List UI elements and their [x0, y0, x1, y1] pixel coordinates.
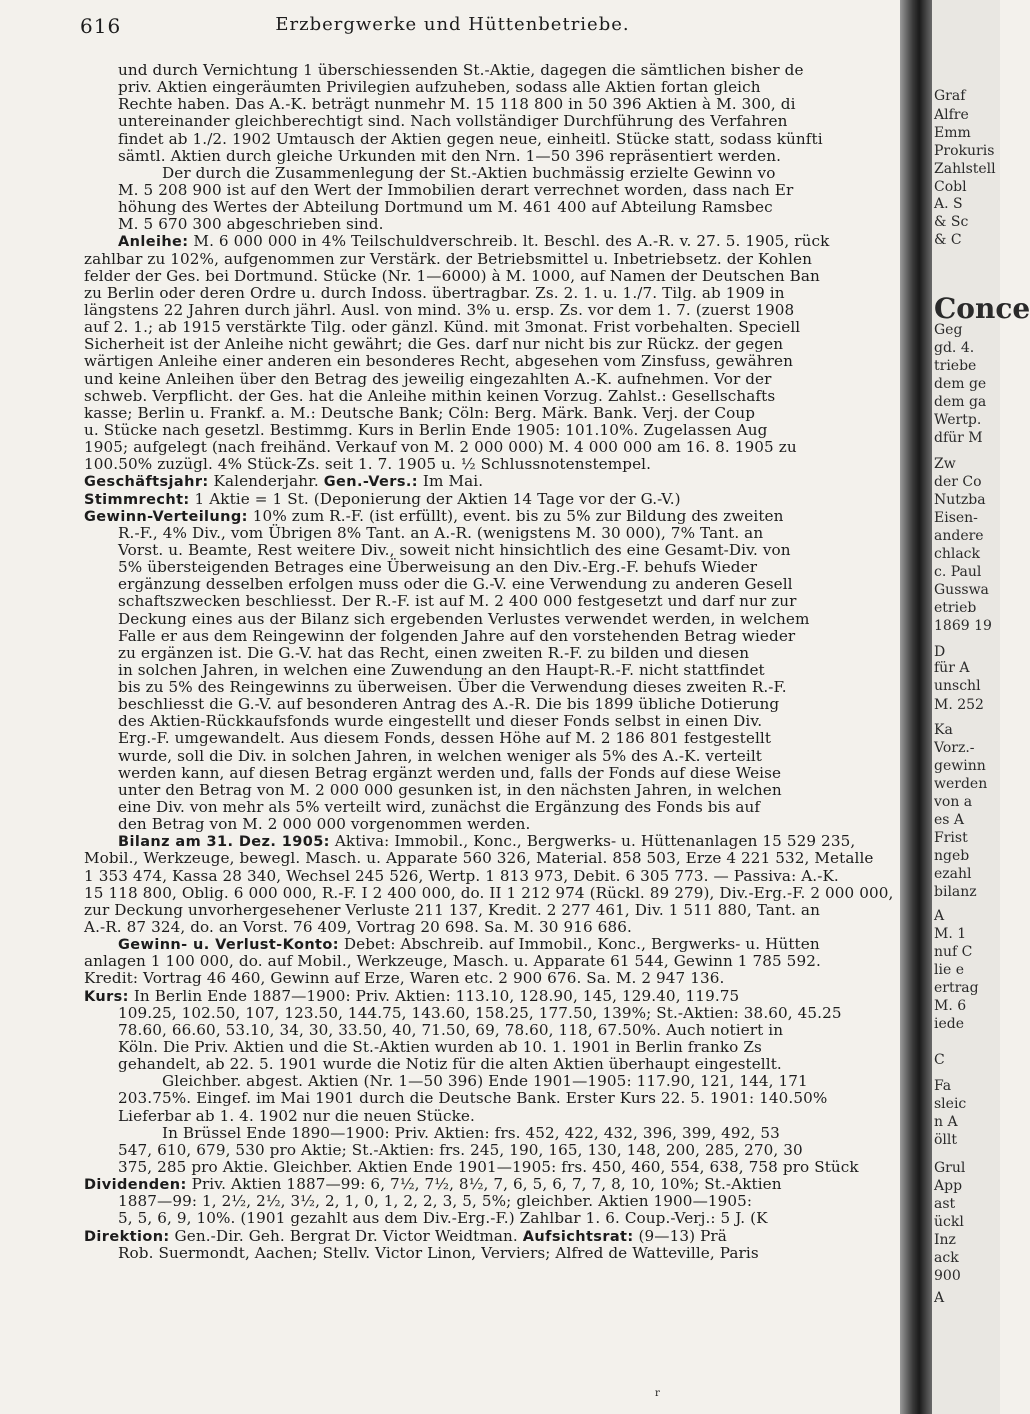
adjacent-text-fragment: Grul	[934, 1160, 966, 1176]
text-line	[84, 96, 964, 113]
line-text: Deckung eines aus der Bilanz sich ergebenden Verlustes verwendet werden, in welchem	[118, 609, 810, 628]
adjacent-text-fragment: Inz	[934, 1232, 956, 1248]
line-text: 10% zum R.-F. (ist erfüllt), event. bis zu 5% zur Bildung des zweiten	[247, 506, 784, 525]
adjacent-text-fragment: nuf C	[934, 944, 973, 960]
line-text: 78.60, 66.60, 53.10, 34, 30, 33.50, 40, 71.50, 69, 78.60, 118, 67.50%. Auch notiert in	[118, 1020, 784, 1039]
line-text: beschliesst die G.-V. auf besonderen Antrag des A.-R. Die bis 1899 übliche Dotierung	[118, 695, 780, 714]
line-text: ergänzung desselben erfolgen muss oder die G.-V. eine Verwendung zu anderen Gesell	[118, 575, 793, 594]
line-text: felder der Ges. bei Dortmund. Stücke (Nr. 1—6000) à M. 1000, auf Namen der Deutschen Ban	[84, 266, 820, 285]
line-text: längstens 22 Jahren durch jährl. Ausl. von mind. 3% u. ersp. Zs. vor dem 1. 7. (zuerst 1908	[84, 300, 795, 319]
line-text: Aktiva: Immobil., Konc., Bergwerks- u. Hüttenanlagen 15 529 235,	[329, 832, 856, 851]
adjacent-text-fragment: lie e	[934, 962, 964, 978]
text-line	[84, 696, 964, 713]
adjacent-text-fragment: A. S	[934, 196, 963, 212]
text-line	[84, 1125, 964, 1142]
adjacent-page-fragment	[932, 0, 1030, 1414]
line-text: findet ab 1./2. 1902 Umtausch der Aktien gegen neue, einheitl. Stücke statt, sodass künfti	[118, 129, 823, 148]
adjacent-text-fragment: andere	[934, 528, 984, 544]
adjacent-text-fragment: Vorz.-	[934, 740, 975, 756]
text-line	[84, 559, 964, 576]
text-line	[84, 953, 964, 970]
line-text: untereinander gleichberechtigt sind. Nach vollständiger Durchführung des Verfahren	[118, 112, 788, 131]
line-text: Köln. Die Priv. Aktien und die St.-Aktien wurden ab 10. 1. 1901 in Berlin franko Zs	[118, 1038, 762, 1057]
line-text: 100.50% zuzügl. 4% Stück-Zs. seit 1. 7. 1905 u. ½ Schlussnotenstempel.	[84, 455, 652, 474]
line-text: auf 2. 1.; ab 1915 verstärkte Tilg. oder gänzl. Künd. mit 3monat. Frist vorbehalten. Speciell	[84, 318, 801, 337]
line-text: Priv. Aktien 1887—99: 6, 7½, 7½, 8½, 7, 6, 5, 6, 7, 7, 8, 10, 10%; St.-Aktien	[186, 1175, 782, 1194]
adjacent-text-fragment: c. Paul	[934, 564, 982, 580]
text-line	[84, 319, 964, 336]
adjacent-text-fragment: dfür M	[934, 430, 983, 446]
text-line	[84, 302, 964, 319]
text-line	[84, 371, 964, 388]
line-text: Gen.-Dir. Geh. Bergrat Dr. Victor Weidtman.	[169, 1226, 523, 1245]
adjacent-text-fragment: Fa	[934, 1078, 952, 1094]
text-line	[84, 1159, 964, 1176]
text-line	[84, 525, 964, 542]
text-line	[84, 850, 964, 867]
adjacent-text-fragment: ack	[934, 1250, 959, 1266]
adjacent-text-fragment: n A	[934, 1114, 958, 1130]
text-line	[84, 1108, 964, 1125]
line-text: R.-F., 4% Div., vom Übrigen 8% Tant. an A.-R. (wenigstens M. 30 000), 7% Tant. an	[118, 523, 764, 542]
text-line	[84, 336, 964, 353]
adjacent-text-fragment: sleic	[934, 1096, 967, 1112]
section-heading: Stimmrecht:	[84, 491, 190, 508]
text-line	[84, 730, 964, 747]
adjacent-text-fragment: gewinn	[934, 758, 986, 774]
adjacent-text-fragment: Zw	[934, 456, 956, 472]
page-number: 616	[80, 14, 122, 38]
text-line	[84, 1245, 964, 1262]
adjacent-text-fragment: A	[934, 908, 945, 924]
section-heading: Gewinn-Verteilung:	[84, 508, 248, 525]
text-line	[84, 645, 964, 662]
text-line	[84, 611, 964, 628]
line-text: Mobil., Werkzeuge, bewegl. Masch. u. Apparate 560 326, Material. 858 503, Erze 4 221 532, Metalle	[84, 849, 874, 868]
text-line	[84, 816, 964, 833]
line-text: (9—13) Prä	[633, 1226, 727, 1245]
adjacent-text-fragment: für A	[934, 660, 970, 676]
line-text: Debet: Abschreib. auf Immobil., Konc., Bergwerks- u. Hütten	[338, 935, 820, 954]
adjacent-text-fragment: chlack	[934, 546, 981, 562]
line-text: höhung des Wertes der Abteilung Dortmund um M. 461 400 auf Abteilung Ramsbec	[118, 198, 773, 217]
text-line	[84, 473, 964, 490]
adjacent-text-fragment: 1869 19	[934, 618, 992, 634]
adjacent-text-fragment: & C	[934, 232, 962, 248]
text-line	[84, 919, 964, 936]
text-line	[84, 868, 964, 885]
text-line	[84, 148, 964, 165]
line-text: des Aktien-Rückkaufsfonds wurde eingestellt und dieser Fonds selbst in einen Div.	[118, 712, 763, 731]
adjacent-text-fragment: Wertp.	[934, 412, 982, 428]
text-line	[84, 216, 964, 233]
line-text: Rechte haben. Das A.-K. beträgt nunmehr M. 15 118 800 in 50 396 Aktien à M. 300, di	[118, 95, 796, 114]
line-text: 1887—99: 1, 2½, 2½, 3½, 2, 1, 0, 1, 2, 2, 3, 5, 5%; gleichber. Aktien 1900—1905:	[118, 1192, 753, 1211]
section-heading: Kurs:	[84, 988, 129, 1005]
adjacent-text-fragment: C	[934, 1052, 945, 1068]
adjacent-text-fragment: Ka	[934, 722, 953, 738]
adjacent-text-fragment: der Co	[934, 474, 982, 490]
line-text: in solchen Jahren, in welchen eine Zuwendung an den Haupt-R.-F. nicht stattfindet	[118, 660, 765, 679]
line-text: 5% übersteigenden Betrages eine Überweisung an den Div.-Erg.-F. behufs Wieder	[118, 558, 758, 577]
text-line	[84, 988, 964, 1005]
adjacent-text-fragment: M. 252	[934, 697, 984, 713]
line-text: Vorst. u. Beamte, Rest weitere Div., soweit nicht hinsichtlich des eine Gesamt-Div. von	[118, 540, 791, 559]
adjacent-text-fragment: von a	[934, 794, 973, 810]
line-text: wurde, soll die Div. in solchen Jahren, in welchen weniger als 5% des A.-K. verteilt	[118, 746, 762, 765]
text-line	[84, 1073, 964, 1090]
adjacent-text-fragment: werden	[934, 776, 988, 792]
adjacent-text-fragment: M. 1	[934, 926, 967, 942]
text-line	[84, 1005, 964, 1022]
text-line	[84, 1228, 964, 1245]
text-line	[84, 593, 964, 610]
line-text: 109.25, 102.50, 107, 123.50, 144.75, 143.60, 158.25, 177.50, 139%; St.-Aktien: 38.60, 45.25	[118, 1003, 842, 1022]
text-line	[84, 1176, 964, 1193]
text-line	[84, 268, 964, 285]
line-text: 547, 610, 679, 530 pro Aktie; St.-Aktien: frs. 245, 190, 165, 130, 148, 200, 285, 270, 30	[118, 1140, 803, 1159]
line-text: kasse; Berlin u. Frankf. a. M.: Deutsche Bank; Cöln: Berg. Märk. Bank. Verj. der Coup	[84, 403, 756, 422]
line-text: Rob. Suermondt, Aachen; Stellv. Victor Linon, Verviers; Alfred de Watteville, Paris	[118, 1243, 759, 1262]
line-text: eine Div. von mehr als 5% verteilt wird, zunächst die Ergänzung des Fonds bis auf	[118, 798, 761, 817]
line-text: M. 5 208 900 ist auf den Wert der Immobilien derart verrechnet worden, dass nach Er	[118, 180, 794, 199]
section-heading: Direktion:	[84, 1228, 170, 1245]
adjacent-text-fragment: Nutzba	[934, 492, 986, 508]
adjacent-text-fragment: App	[934, 1178, 963, 1194]
text-line	[84, 662, 964, 679]
section-heading: Geschäftsjahr:	[84, 474, 209, 491]
adjacent-text-fragment: Eisen-	[934, 510, 978, 526]
line-text: Im Mai.	[418, 472, 484, 491]
text-line	[84, 833, 964, 850]
text-line	[84, 165, 964, 182]
line-text: bis zu 5% des Reingewinns zu überweisen. Über die Verwendung dieses zweiten R.-F.	[118, 678, 787, 697]
adjacent-text-fragment: ertrag	[934, 980, 979, 996]
text-line	[84, 902, 964, 919]
adjacent-text-fragment: Alfre	[934, 107, 969, 123]
adjacent-text-fragment: dem ge	[934, 376, 987, 392]
text-line	[84, 1210, 964, 1227]
text-line	[84, 405, 964, 422]
text-line	[84, 491, 964, 508]
adjacent-text-fragment: 900	[934, 1268, 961, 1284]
text-line	[84, 456, 964, 473]
line-text: 5, 5, 6, 9, 10%. (1901 gezahlt aus dem Div.-Erg.-F.) Zahlbar 1. 6. Coup.-Verj.: 5 J. (K	[118, 1209, 768, 1228]
ink-mark: r	[655, 1388, 660, 1399]
adjacent-text-fragment: Graf	[934, 88, 966, 104]
text-line	[84, 353, 964, 370]
adjacent-text-fragment: M. 6	[934, 998, 967, 1014]
line-text: Kalenderjahr.	[208, 472, 324, 491]
text-line	[84, 799, 964, 816]
adjacent-text-fragment: etrieb	[934, 600, 977, 616]
text-line	[84, 199, 964, 216]
adjacent-text-fragment: Conce	[934, 292, 1030, 325]
line-text: zur Deckung unvorhergesehener Verluste 211 137, Kredit. 2 277 461, Div. 1 511 880, Tant. an	[84, 900, 820, 919]
line-text: sämtl. Aktien durch gleiche Urkunden mit den Nrn. 1—50 396 repräsentiert werden.	[118, 146, 782, 165]
line-text: unter den Betrag von M. 2 000 000 gesunken ist, in den nächsten Jahren, in welchen	[118, 780, 782, 799]
text-line	[84, 62, 964, 79]
line-text: werden kann, auf diesen Betrag ergänzt werden und, falls der Fonds auf diese Weise	[118, 763, 782, 782]
line-text: zu Berlin oder deren Ordre u. durch Indoss. übertragbar. Zs. 2. 1. u. 1./7. Tilg. ab 1909 in	[84, 283, 785, 302]
adjacent-text-fragment: bilanz	[934, 884, 977, 900]
line-text: Lieferbar ab 1. 4. 1902 nur die neuen Stücke.	[118, 1106, 475, 1125]
adjacent-text-fragment: & Sc	[934, 214, 969, 230]
section-heading: Bilanz am 31. Dez. 1905:	[118, 834, 330, 851]
text-line	[84, 970, 964, 987]
line-text: wärtigen Anleihe einer anderen ein besonderes Recht, abgesehen vom Zinsfuss, gewähren	[84, 352, 793, 371]
line-text: 15 118 800, Oblig. 6 000 000, R.-F. I 2 400 000, do. II 1 212 974 (Rückl. 89 279), Div.-Erg.-F. 2 000 000,	[84, 883, 894, 902]
text-line	[84, 782, 964, 799]
line-text: Sicherheit ist der Anleihe nicht gewährt; die Ges. darf nur nicht bis zur Rückz. der gegen	[84, 335, 784, 354]
line-text: zahlbar zu 102%, aufgenommen zur Verstärk. der Betriebsmittel u. Inbetriebsetz. der Kohlen	[84, 249, 812, 268]
adjacent-text-fragment: D	[934, 644, 946, 660]
adjacent-text-fragment: gd. 4.	[934, 340, 975, 356]
text-line	[84, 131, 964, 148]
adjacent-text-fragment: Emm	[934, 125, 971, 141]
text-line	[84, 113, 964, 130]
text-line	[84, 936, 964, 953]
line-text: und durch Vernichtung 1 überschiessenden St.-Aktie, dagegen die sämtlichen bisher de	[118, 61, 804, 79]
line-text: 1905; aufgelegt (nach freihänd. Verkauf von M. 2 000 000) M. 4 000 000 am 16. 8. 1905 zu	[84, 438, 797, 457]
text-line	[84, 182, 964, 199]
text-line	[84, 885, 964, 902]
line-text: In Brüssel Ende 1890—1900: Priv. Aktien: frs. 452, 422, 432, 396, 399, 492, 53	[162, 1123, 780, 1142]
line-text: A.-R. 87 324, do. an Vorst. 76 409, Vortrag 20 698. Sa. M. 30 916 686.	[84, 918, 632, 937]
text-line	[84, 748, 964, 765]
line-text: Falle er aus dem Reingewinn der folgenden Jahre auf den vorstehenden Betrag wieder	[118, 626, 796, 645]
adjacent-text-fragment: Frist	[934, 830, 968, 846]
line-text: anlagen 1 100 000, do. auf Mobil., Werkzeuge, Masch. u. Apparate 61 544, Gewinn 1 785 592.	[84, 952, 821, 971]
text-line	[84, 251, 964, 268]
text-line	[84, 1193, 964, 1210]
line-text: den Betrag von M. 2 000 000 vorgenommen werden.	[118, 815, 531, 834]
line-text: 375, 285 pro Aktie. Gleichber. Aktien Ende 1901—1905: frs. 450, 460, 554, 638, 758 pro Stück	[118, 1158, 859, 1176]
line-text: M. 5 670 300 abgeschrieben sind.	[118, 215, 384, 234]
adjacent-text-fragment: öllt	[934, 1132, 958, 1148]
text-line	[84, 1022, 964, 1039]
adjacent-text-fragment: ast	[934, 1196, 956, 1212]
section-heading: Gen.-Vers.:	[323, 474, 418, 491]
line-text: gehandelt, ab 22. 5. 1901 wurde die Notiz für die alten Aktien überhaupt eingestellt.	[118, 1055, 782, 1074]
text-line	[84, 422, 964, 439]
running-title: Erzbergwerke und Hüttenbetriebe.	[275, 14, 630, 35]
line-text: 1 Aktie = 1 St. (Deponierung der Aktien 14 Tage vor der G.-V.)	[189, 489, 681, 508]
text-line	[84, 542, 964, 559]
line-text: u. Stücke nach gesetzl. Bestimmg. Kurs in Berlin Ende 1905: 101.10%. Zugelassen Aug	[84, 420, 768, 439]
adjacent-text-fragment: A	[934, 1290, 945, 1306]
line-text: schaftszwecken beschliesst. Der R.-F. ist auf M. 2 400 000 festgesetzt und darf nur zur	[118, 592, 797, 611]
text-line	[84, 576, 964, 593]
line-text: M. 6 000 000 in 4% Teilschuldverschreib. lt. Beschl. des A.-R. v. 27. 5. 1905, rück	[188, 232, 830, 251]
adjacent-text-fragment: dem ga	[934, 394, 987, 410]
text-line	[84, 508, 964, 525]
adjacent-text-fragment: iede	[934, 1016, 965, 1032]
line-text: zu ergänzen ist. Die G.-V. hat das Recht, einen zweiten R.-F. zu bilden und diesen	[118, 643, 750, 662]
section-heading: Dividenden:	[84, 1177, 187, 1194]
text-line	[84, 1142, 964, 1159]
line-text: 1 353 474, Kassa 28 340, Wechsel 245 526, Wertp. 1 813 973, Debit. 6 305 773. — Passiva: A.-K.	[84, 866, 839, 885]
book-gutter	[900, 0, 932, 1414]
adjacent-text-fragment: Geg	[934, 322, 963, 338]
line-text: schweb. Verpflicht. der Ges. hat die Anleihe mithin keinen Vorzug. Zahlst.: Gesellschafts	[84, 386, 776, 405]
text-line	[84, 713, 964, 730]
adjacent-text-fragment: Prokuris	[934, 143, 995, 159]
adjacent-text-fragment: Gusswa	[934, 582, 989, 598]
text-line	[84, 79, 964, 96]
section-heading: Anleihe:	[118, 234, 189, 251]
adjacent-text-fragment: Zahlstell	[934, 161, 996, 177]
line-text: priv. Aktien eingeräumten Privilegien aufzuheben, sodass alle Aktien fortan gleich	[118, 78, 761, 97]
text-line	[84, 1056, 964, 1073]
line-text: Der durch die Zusammenlegung der St.-Aktien buchmässig erzielte Gewinn vo	[162, 163, 776, 182]
adjacent-text-fragment: Cobl	[934, 179, 967, 195]
line-text: Erg.-F. umgewandelt. Aus diesem Fonds, dessen Höhe auf M. 2 186 801 festgestellt	[118, 729, 772, 748]
adjacent-text-fragment: ückl	[934, 1214, 964, 1230]
adjacent-text-fragment: ngeb	[934, 848, 970, 864]
line-text: In Berlin Ende 1887—1900: Priv. Aktien: 113.10, 128.90, 145, 129.40, 119.75	[128, 986, 740, 1005]
text-line	[84, 285, 964, 302]
line-text: 203.75%. Eingef. im Mai 1901 durch die Deutsche Bank. Erster Kurs 22. 5. 1901: 140.50%	[118, 1089, 828, 1108]
adjacent-text-fragment: ezahl	[934, 866, 972, 882]
line-text: Gleichber. abgest. Aktien (Nr. 1—50 396) Ende 1901—1905: 117.90, 121, 144, 171	[162, 1072, 808, 1091]
text-line	[84, 1090, 964, 1107]
text-line	[84, 1039, 964, 1056]
line-text: und keine Anleihen über den Betrag des jeweilig eingezahlten A.-K. aufnehmen. Vor der	[84, 369, 772, 388]
text-line	[84, 388, 964, 405]
section-heading: Gewinn- u. Verlust-Konto:	[118, 937, 339, 954]
text-line	[84, 439, 964, 456]
line-text: Kredit: Vortrag 46 460, Gewinn auf Erze, Waren etc. 2 900 676. Sa. M. 2 947 136.	[84, 969, 725, 988]
adjacent-text-fragment: es A	[934, 812, 965, 828]
text-line	[84, 765, 964, 782]
text-line	[84, 628, 964, 645]
adjacent-text-fragment: triebe	[934, 358, 977, 374]
text-line	[84, 233, 964, 250]
section-heading: Aufsichtsrat:	[522, 1228, 634, 1245]
adjacent-text-fragment: unschl	[934, 678, 981, 694]
text-line	[84, 679, 964, 696]
